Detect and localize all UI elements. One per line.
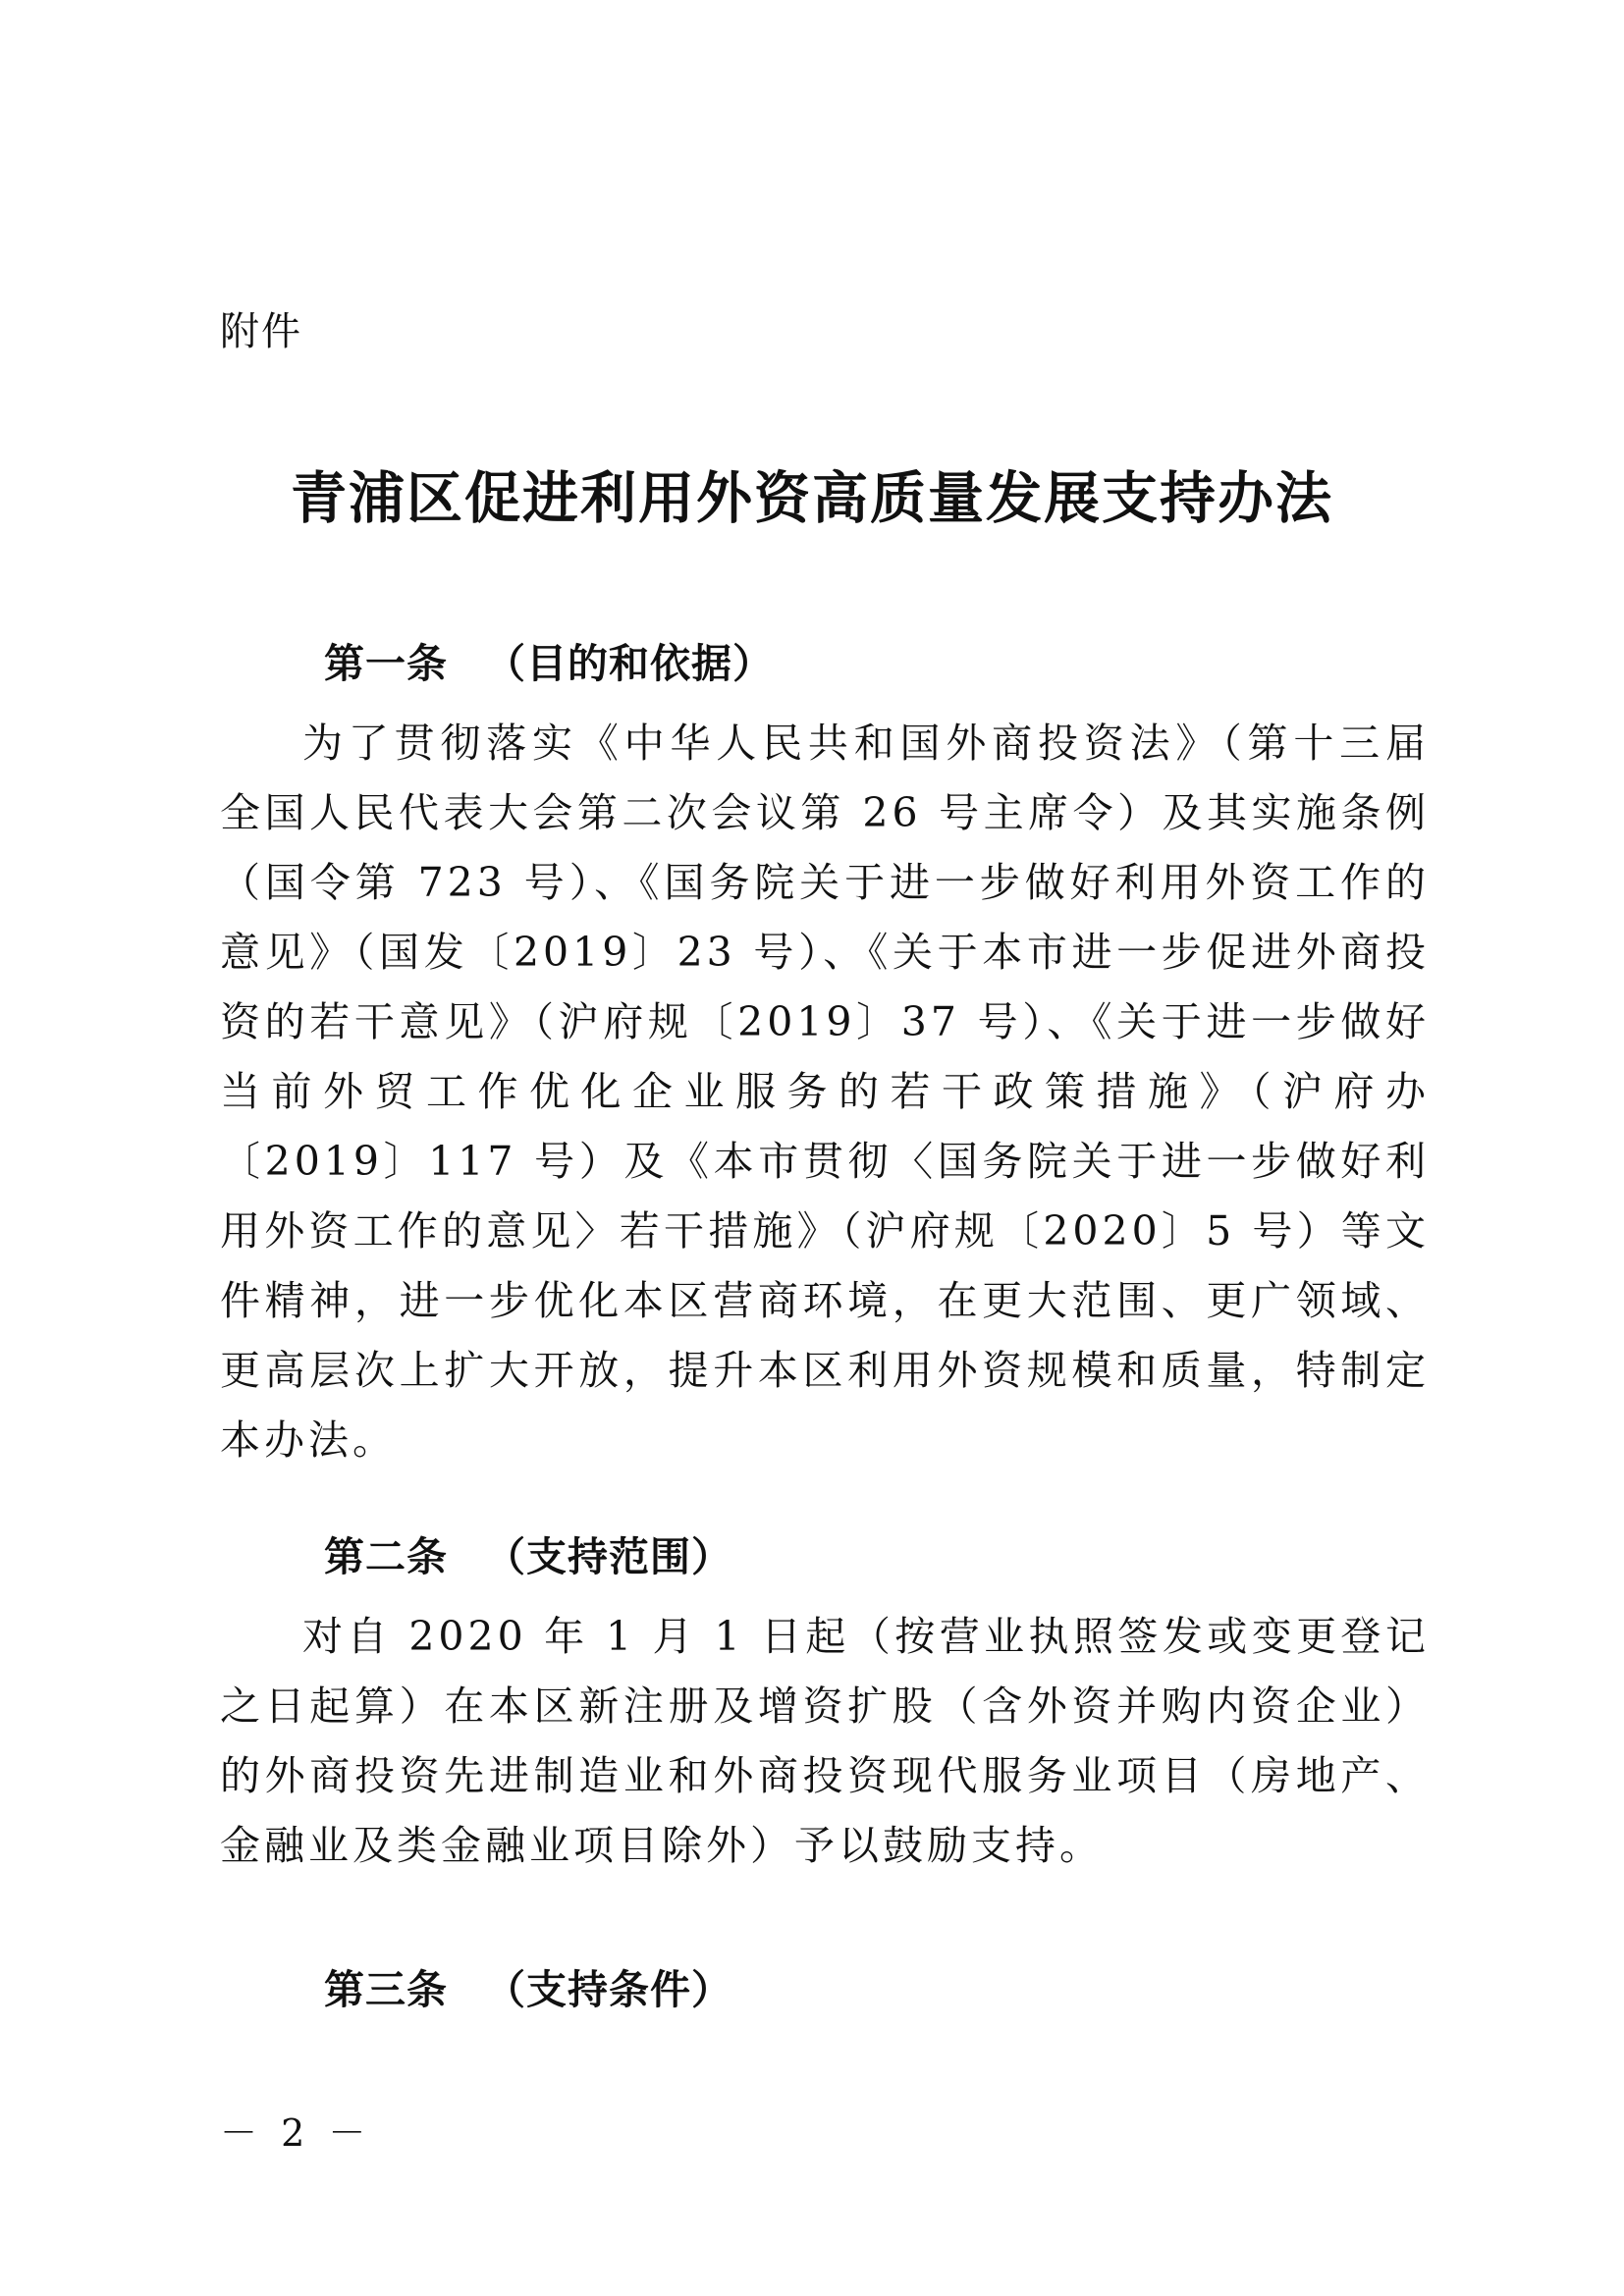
article-1-body: 为了贯彻落实《中华人民共和国外商投资法》（第十三届全国人民代表大会第二次会议第 26 号主席令）及其实施条例（国令第 723 号）、《国务院关于进一步做好利用外资工作的意见》（国发〔2019〕23 号）、《关于本市进一步促进外商投资的若干意见》（沪府规〔2019〕37 号）、《关于进一步做好当前外贸工作优化企业服务的若干政策措施》（沪府办〔2019〕117 号）及《本市贯彻〈国务院关于进一步做好利用外资工作的意见〉若干措施》（沪府规〔2020〕5 号）等文件精神，进一步优化本区营商环境，在更大范围、更广领域、更高层次上扩大开放，提升本区利用外资规模和质量，特制定本办法。 <box>220 720 1430 1464</box>
article-1-number: 第一条 <box>324 640 448 687</box>
article-1-subject: （目的和依据） <box>485 640 774 687</box>
article-2-number: 第二条 <box>324 1533 448 1580</box>
article-3-number: 第三条 <box>324 1966 448 2013</box>
article-2-body: 对自 2020 年 1 月 1 日起（按营业执照签发或变更登记之日起算）在本区新注册及增资扩股（含外资并购内资企业）的外商投资先进制造业和外商投资现代服务业项目（房地产、金融业及类金融业项目除外）予以鼓励支持。 <box>220 1613 1430 1869</box>
article-2-subject: （支持范围） <box>485 1533 732 1580</box>
article-2-heading <box>324 1529 732 1584</box>
article-1-heading <box>324 636 774 691</box>
article-3-heading <box>324 1962 732 2017</box>
article-3-subject: （支持条件） <box>485 1966 732 2013</box>
attachment-label: 附件 <box>220 309 302 354</box>
document-title: 青浦区促进利用外资高质量发展支持办法 <box>291 465 1333 531</box>
page-number: － 2 － <box>220 2111 372 2155</box>
